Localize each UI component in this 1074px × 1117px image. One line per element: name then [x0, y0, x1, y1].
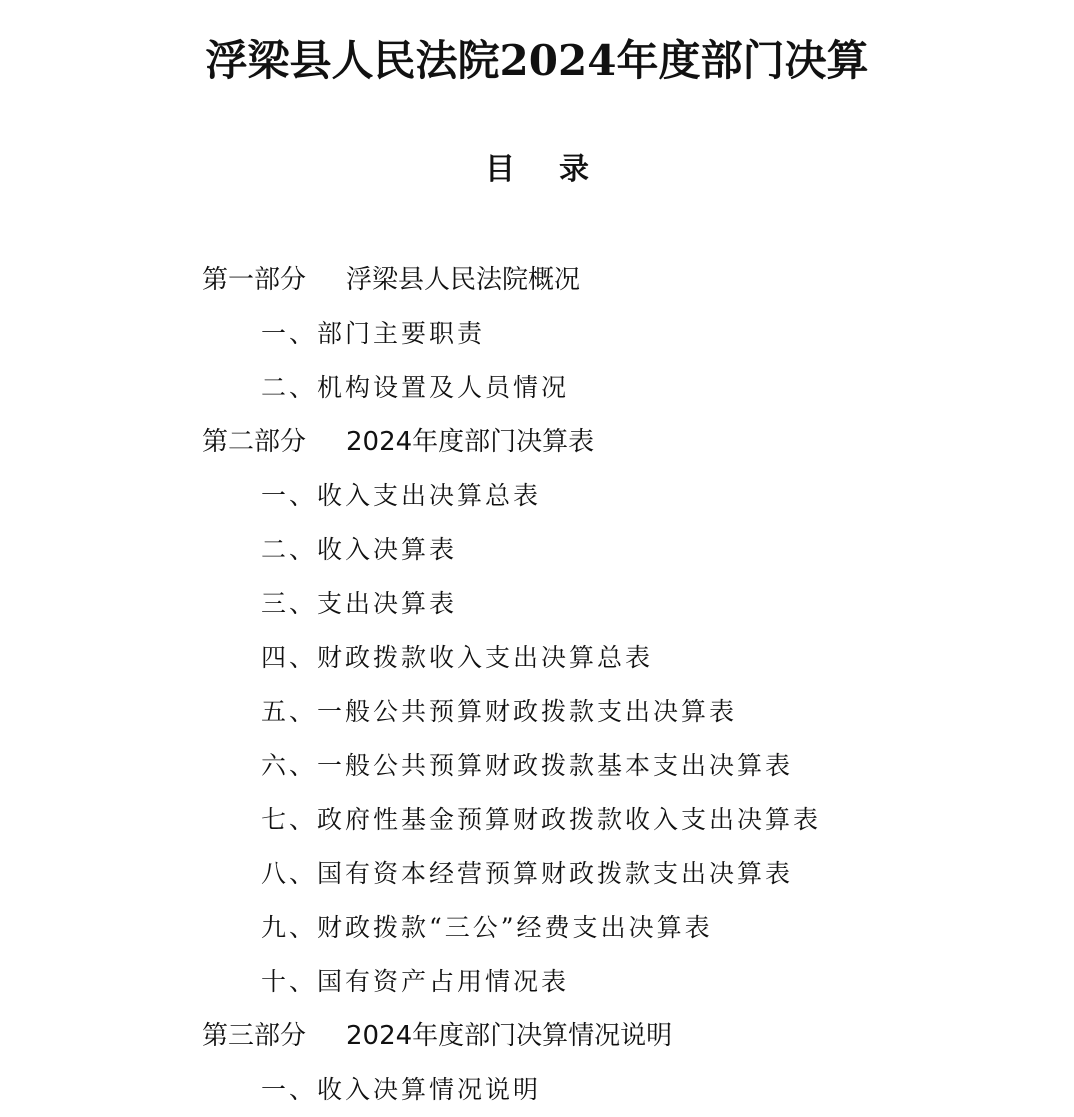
toc-item[interactable]: 四、财政拨款收入支出决算总表 [261, 643, 654, 672]
toc-item[interactable]: 九、财政拨款“三公”经费支出决算表 [261, 913, 713, 942]
toc-item[interactable]: 一、部门主要职责 [261, 319, 486, 348]
toc-item[interactable]: 六、一般公共预算财政拨款基本支出决算表 [261, 751, 794, 780]
toc-item[interactable]: 五、一般公共预算财政拨款支出决算表 [261, 697, 738, 726]
toc-part-title: 2024年度部门决算表 [346, 427, 595, 457]
toc-item[interactable]: 二、机构设置及人员情况 [261, 373, 570, 402]
toc-part-2[interactable] [0, 415, 1074, 469]
toc-part-1[interactable] [0, 253, 1074, 307]
toc-heading: 目录 [485, 152, 633, 187]
toc-item[interactable]: 十、国有资产占用情况表 [261, 967, 570, 996]
document-title: 浮梁县人民法院2024年度部门决算 [205, 36, 869, 85]
toc-part-label: 第二部分 [202, 427, 307, 457]
toc-item[interactable]: 八、国有资本经营预算财政拨款支出决算表 [261, 859, 794, 888]
toc-part-3[interactable] [0, 1009, 1074, 1063]
toc-item[interactable]: 一、收入决算情况说明 [261, 1075, 542, 1104]
toc-part-label: 第三部分 [202, 1021, 307, 1051]
toc-part-title: 2024年度部门决算情况说明 [346, 1021, 673, 1051]
table-of-contents [0, 253, 1074, 1117]
toc-item[interactable]: 三、支出决算表 [261, 589, 458, 618]
toc-part-title: 浮梁县人民法院概况 [346, 265, 581, 295]
toc-part-label: 第一部分 [202, 265, 307, 295]
toc-item[interactable]: 一、收入支出决算总表 [261, 481, 542, 510]
toc-item[interactable]: 二、收入决算表 [261, 535, 458, 564]
toc-item[interactable]: 七、政府性基金预算财政拨款收入支出决算表 [261, 805, 822, 834]
